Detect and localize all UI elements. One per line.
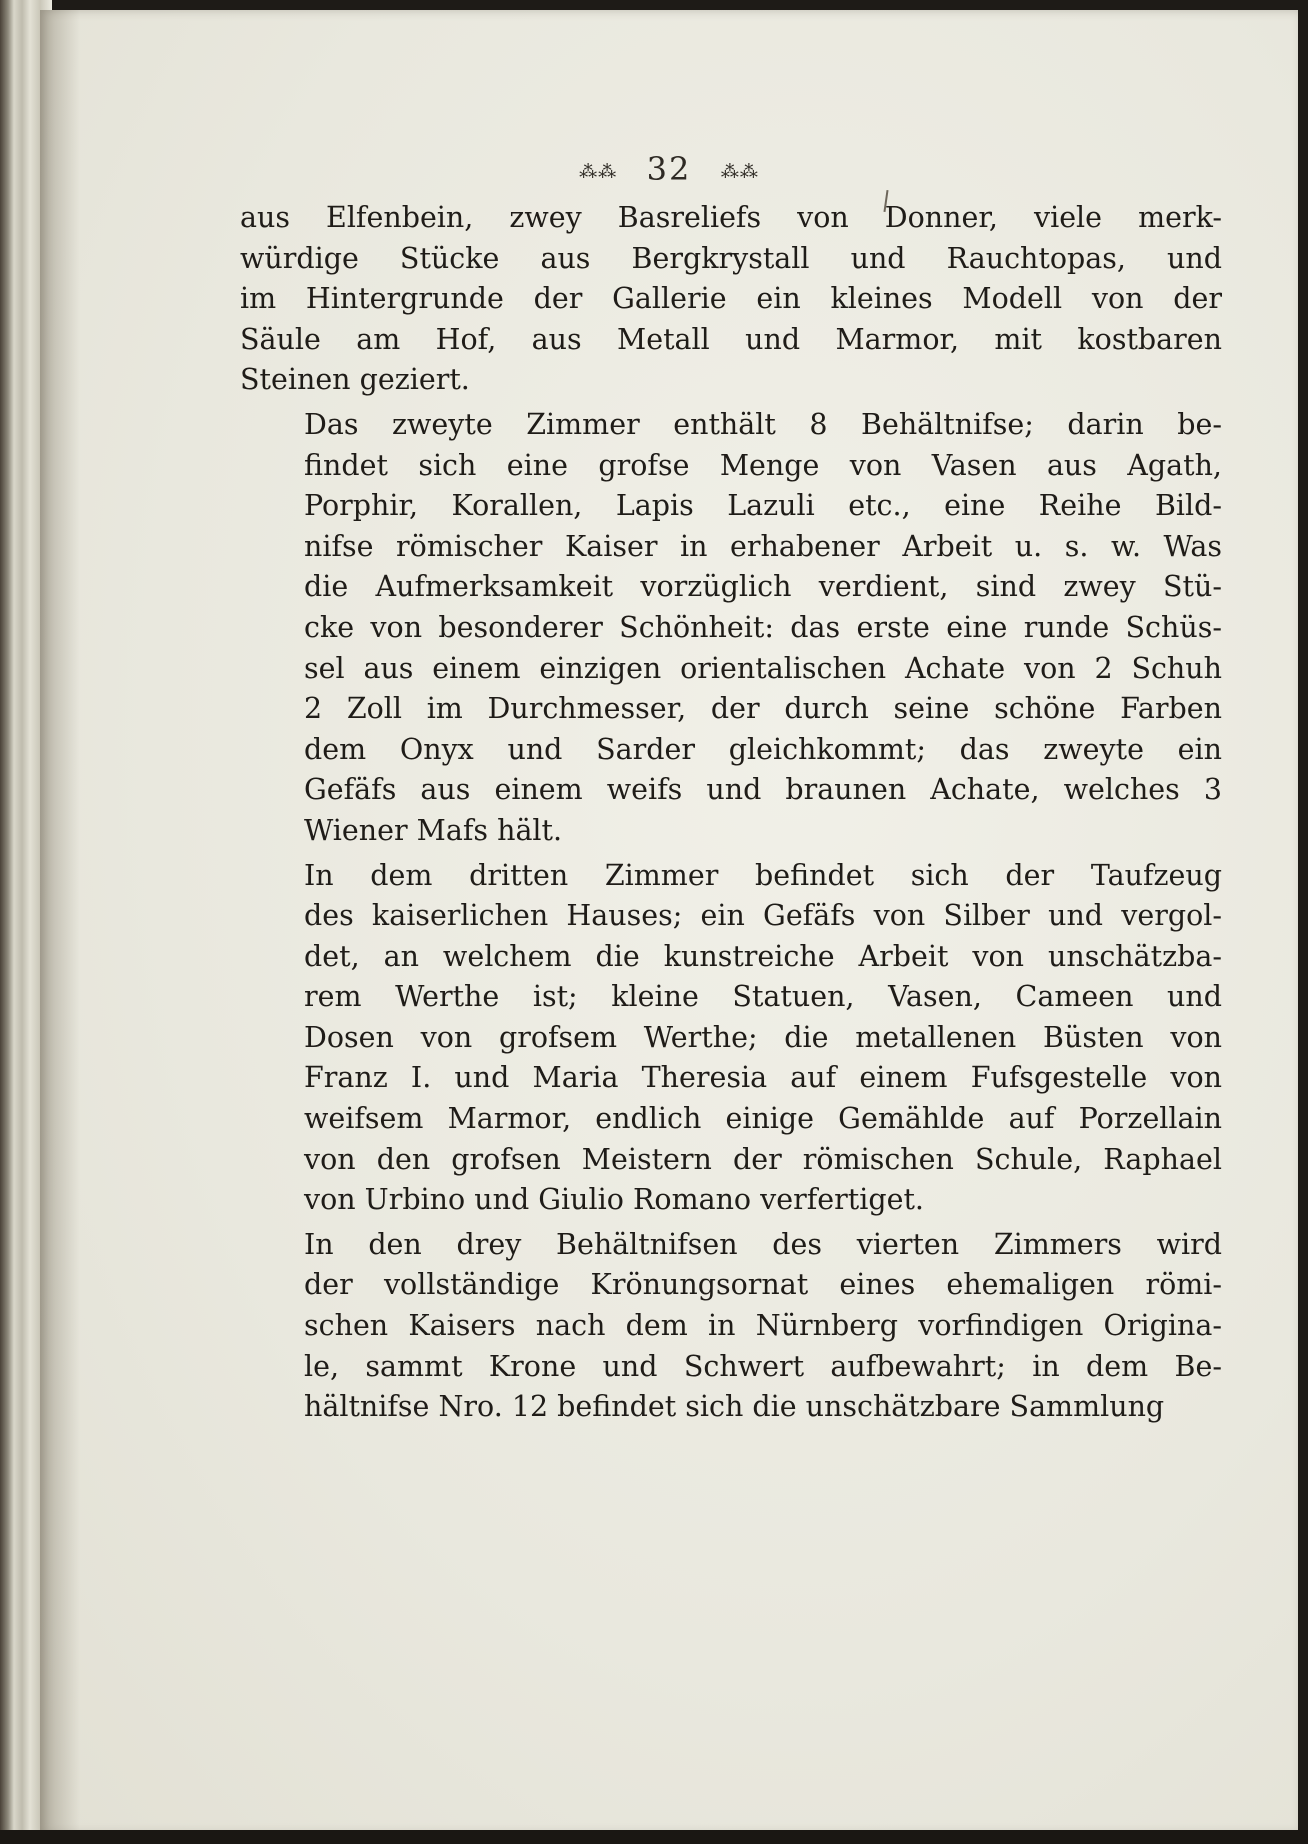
scan-bottom-edge <box>0 1830 1308 1844</box>
text-line: im Hintergrunde der Gallerie ein kleines Modell von der <box>240 282 1222 316</box>
text-line: In dem dritten Zimmer befindet sich der Taufzeug <box>304 858 1222 892</box>
text-line: dem Onyx und Sarder gleichkommt; das zweyte ein <box>304 732 1222 766</box>
page-number: 32 <box>646 150 692 188</box>
text-line: Das zweyte Zimmer enthält 8 Behältnifse; darin be- <box>304 407 1222 441</box>
text-line: aus Elfenbein, zwey Basreliefs von Donner, viele merk- <box>240 201 1222 234</box>
paragraph <box>240 1225 1222 1428</box>
book-page <box>40 10 1298 1834</box>
text-line: sel aus einem einzigen orientalischen Achate von 2 Schuh <box>304 651 1222 685</box>
text-line: des kaiserlichen Hauses; ein Gefäfs von Silber und vergol- <box>304 899 1222 933</box>
text-line: Säule am Hof, aus Metall und Marmor, mit kostbaren <box>240 322 1222 356</box>
text-line: findet sich eine grofse Menge von Vasen aus Agath, <box>304 448 1222 482</box>
text-line: von den grofsen Meistern der römischen Schule, Raphael <box>304 1142 1222 1176</box>
text-line: 2 Zoll im Durchmesser, der durch seine schöne Farben <box>304 692 1222 726</box>
text-line: Franz I. und Maria Theresia auf einem Fufsgestelle von <box>304 1061 1222 1095</box>
text-line: le, sammt Krone und Schwert aufbewahrt; in dem Be- <box>304 1349 1222 1383</box>
page-header <box>40 150 1298 188</box>
header-ornament-right: ⁂⁂ <box>720 161 759 183</box>
paragraph <box>240 405 1222 852</box>
text-line: von Urbino und Giulio Romano verfertiget. <box>304 1183 924 1217</box>
text-line: nifse römischer Kaiser in erhabener Arbeit u. s. w. Was <box>304 529 1222 563</box>
text-line: schen Kaisers nach dem in Nürnberg vorfindigen Origina- <box>304 1309 1222 1343</box>
text-line: Dosen von grofsem Werthe; die metallenen Büsten von <box>304 1020 1222 1054</box>
text-line: Steinen geziert. <box>240 363 470 397</box>
text-line: det, an welchem die kunstreiche Arbeit von unschätzba- <box>304 939 1222 973</box>
text-line: Porphir, Korallen, Lapis Lazuli etc., eine Reihe Bild- <box>304 489 1222 523</box>
text-line: rem Werthe ist; kleine Statuen, Vasen, Cameen und <box>304 980 1222 1014</box>
text-line: hältnifse Nro. 12 befindet sich die unschätzbare Sammlung <box>304 1390 1165 1424</box>
gutter-shadow <box>40 10 80 1834</box>
header-ornament-left: ⁂⁂ <box>579 161 618 183</box>
body-text <box>240 198 1222 1428</box>
text-line: der vollständige Krönungsornat eines ehemaligen römi- <box>304 1268 1222 1302</box>
text-line: cke von besonderer Schönheit: das erste eine runde Schüs- <box>304 610 1222 644</box>
text-line: Wiener Mafs hält. <box>304 813 563 847</box>
paragraph <box>240 198 1222 401</box>
text-line: weifsem Marmor, endlich einige Gemählde auf Porzellain <box>304 1102 1222 1136</box>
paragraph <box>240 856 1222 1221</box>
text-line: Gefäfs aus einem weifs und braunen Achate, welches 3 <box>304 773 1222 807</box>
text-line: In den drey Behältnifsen des vierten Zimmers wird <box>304 1227 1222 1261</box>
text-line: die Aufmerksamkeit vorzüglich verdient, sind zwey Stü- <box>304 570 1222 604</box>
text-line: würdige Stücke aus Bergkrystall und Rauchtopas, und <box>240 241 1222 275</box>
